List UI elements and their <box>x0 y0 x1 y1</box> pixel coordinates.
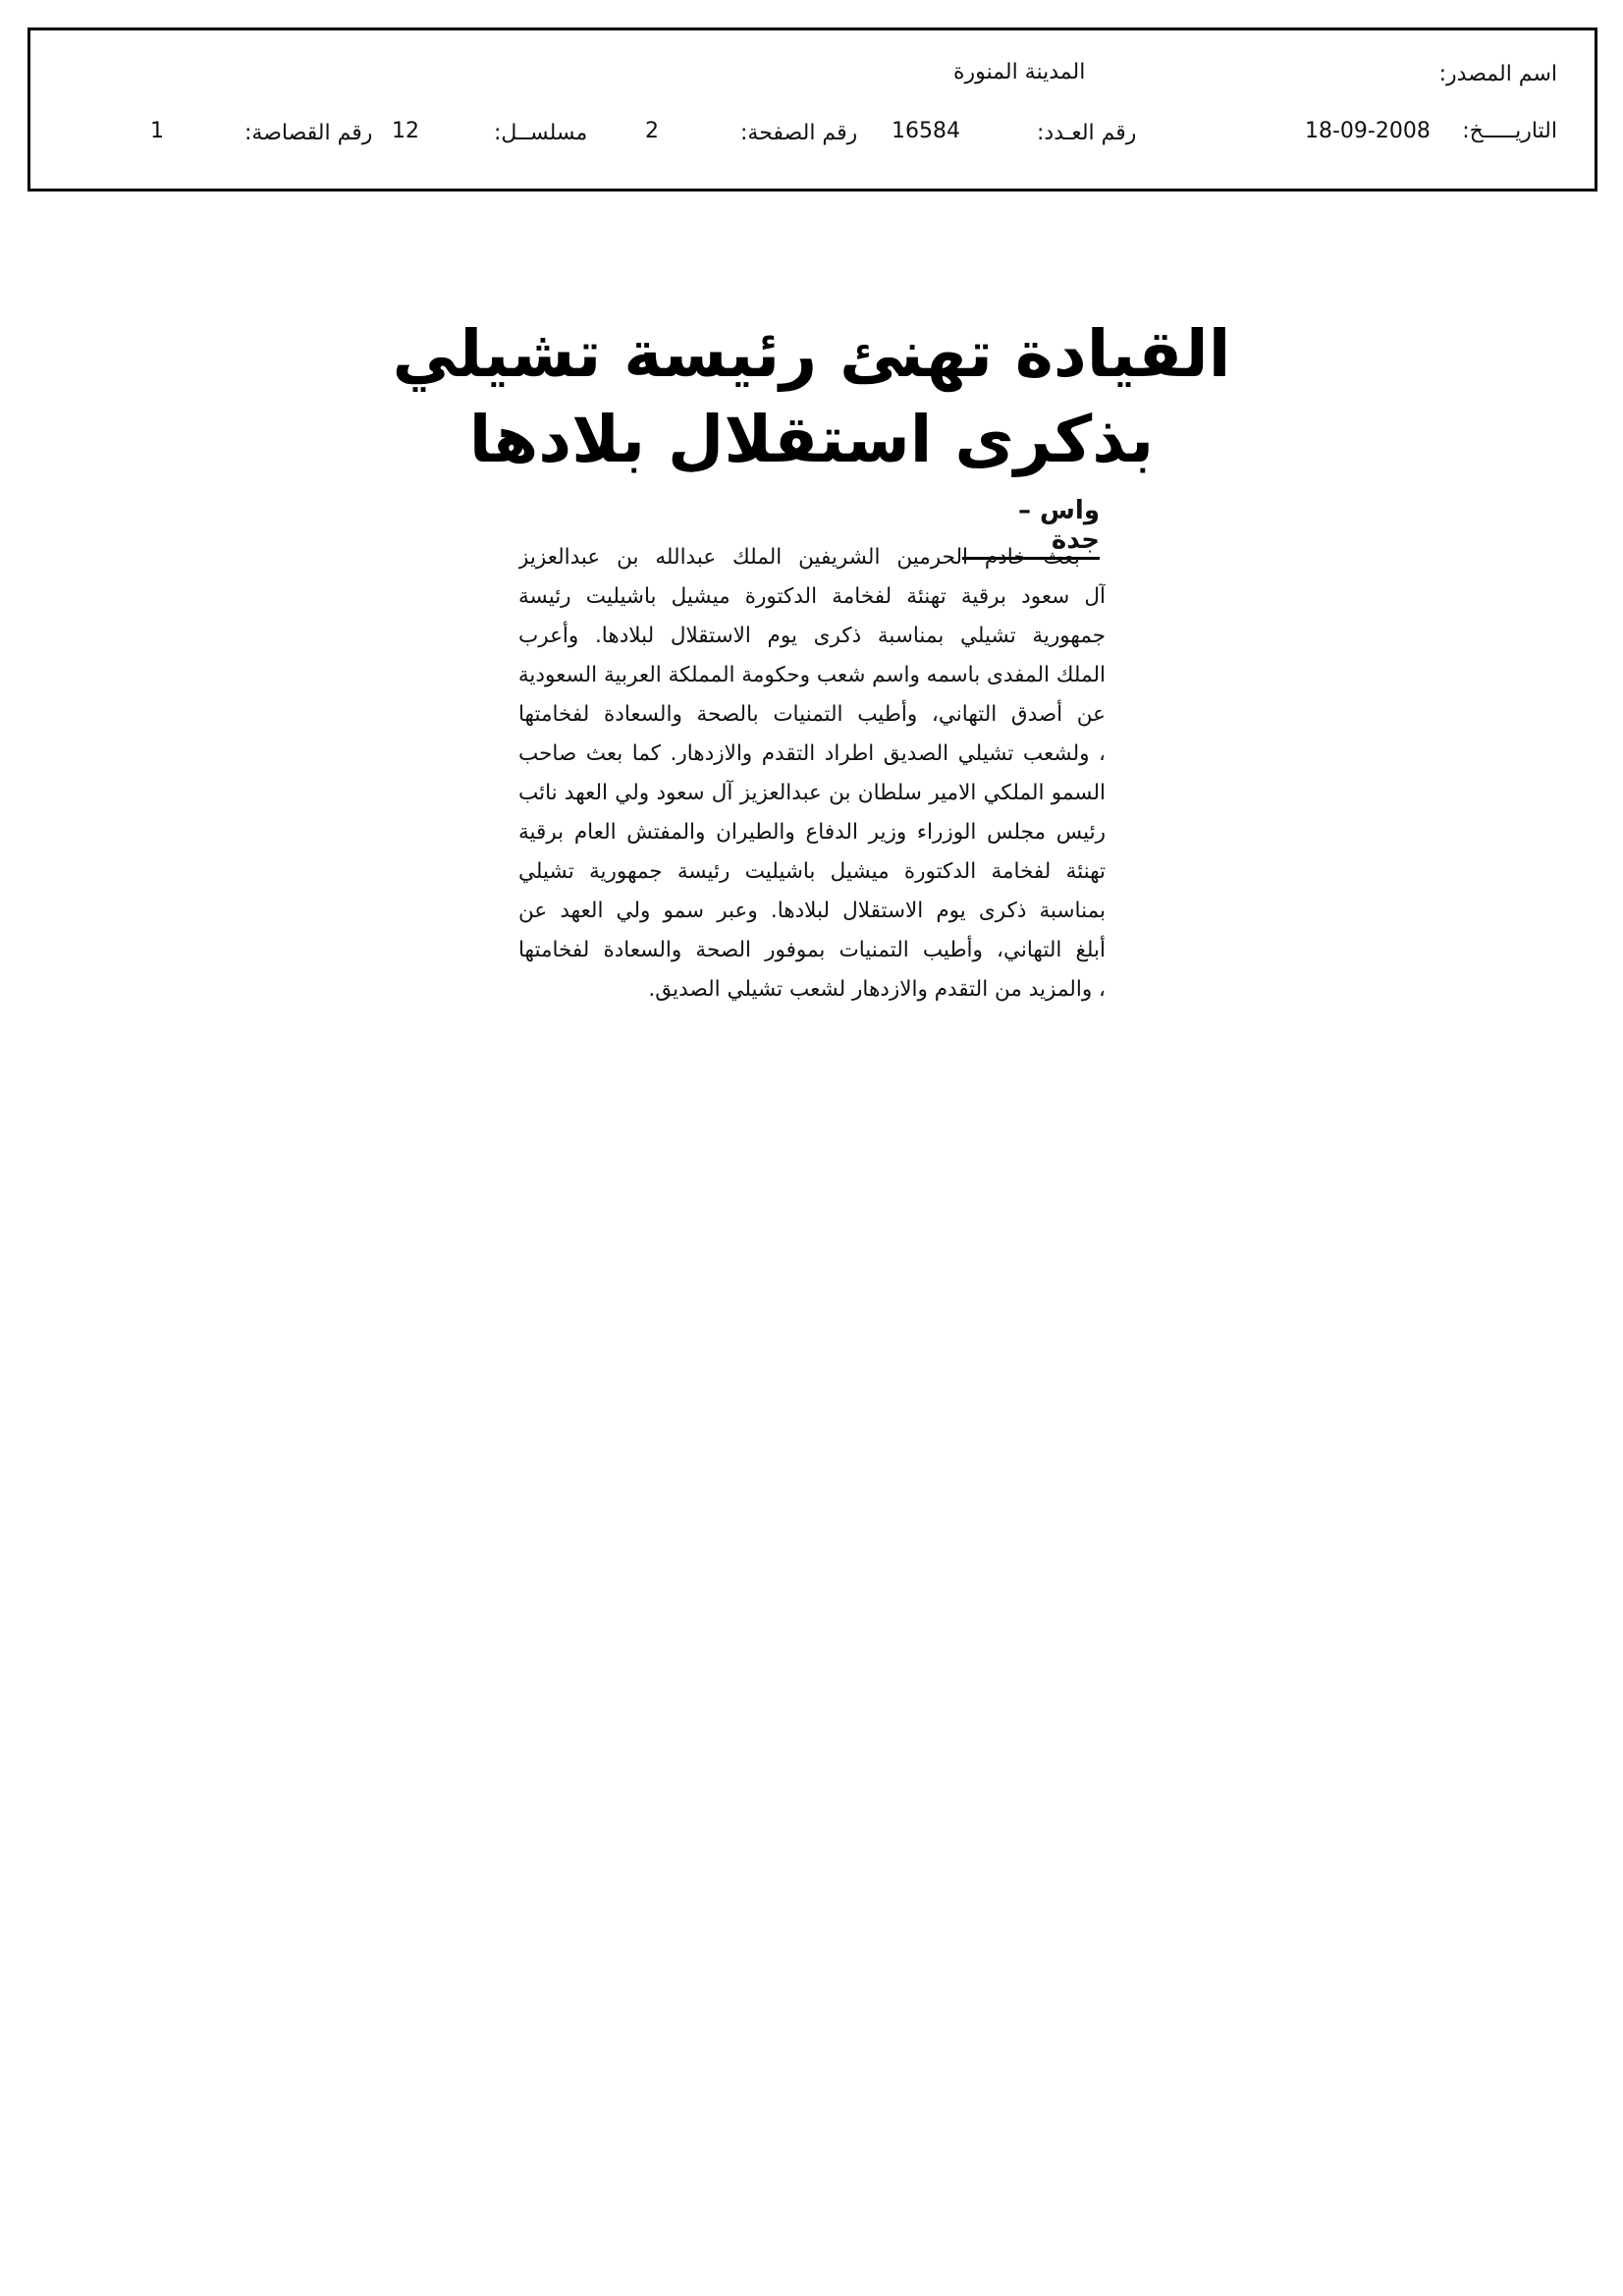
date-value: 18-09-2008 <box>1305 119 1431 143</box>
article-line: الملك المفدى باسمه واسم شعب وحكومة المملكة العربية السعودية <box>518 663 1106 687</box>
serial-value: 12 <box>392 119 419 143</box>
date-label: التاريـــــخ: <box>1462 119 1557 143</box>
article-line: تهنئة لفخامة الدكتورة ميشيل باشيليت رئيسة جمهورية تشيلي <box>518 859 1106 884</box>
article-line: آل سعود برقية تهنئة لفخامة الدكتورة ميشيل باشيليت رئيسة <box>518 584 1106 609</box>
clipping-value: 1 <box>150 119 164 143</box>
article-line: رئيس مجلس الوزراء وزير الدفاع والطيران والمفتش العام برقية <box>518 820 1106 845</box>
article-line: أبلغ التهاني، وأطيب التمنيات بموفور الصحة والسعادة لفخامتها <box>518 938 1106 962</box>
source-value: المدينة المنورة <box>953 60 1086 84</box>
article-line: جمهورية تشيلي بمناسبة ذكرى يوم الاستقلال لبلادها. وأعرب <box>518 624 1106 648</box>
issue-label: رقم العـدد: <box>1037 121 1137 145</box>
article-line: ، ولشعب تشيلي الصديق اطراد التقدم والازدهار. كما بعث صاحب <box>518 741 1106 766</box>
page-value: 2 <box>645 119 659 143</box>
headline-line-2: بذكرى استقلال بلادها <box>468 402 1155 477</box>
article-line: عن أصدق التهاني، وأطيب التمنيات بالصحة والسعادة لفخامتها <box>518 702 1106 727</box>
headline-line-1: القيادة تهنئ رئيسة تشيلي <box>392 316 1231 392</box>
source-label: اسم المصدر: <box>1438 62 1557 86</box>
article-body <box>518 538 1106 1010</box>
article-headline-2 <box>0 402 1623 477</box>
clipping-header-box <box>27 27 1597 191</box>
page-label: رقم الصفحة: <box>740 121 858 145</box>
serial-label: مسلســل: <box>494 121 588 145</box>
article-line: ، والمزيد من التقدم والازدهار لشعب تشيلي الصديق. <box>648 977 1106 1002</box>
issue-value: 16584 <box>892 119 960 143</box>
article-line: بعث خادم الحرمين الشريفين الملك عبدالله بن عبدالعزيز <box>518 545 1080 570</box>
article-line: بمناسبة ذكرى يوم الاستقلال لبلادها. وعبر سمو ولي العهد عن <box>518 899 1106 923</box>
article-line: السمو الملكي الامير سلطان بن عبدالعزيز آل سعود ولي العهد نائب <box>518 781 1106 805</box>
article-headline <box>0 316 1623 392</box>
clipping-label: رقم القصاصة: <box>244 121 373 145</box>
article-byline: واس – جدة <box>962 496 1100 560</box>
